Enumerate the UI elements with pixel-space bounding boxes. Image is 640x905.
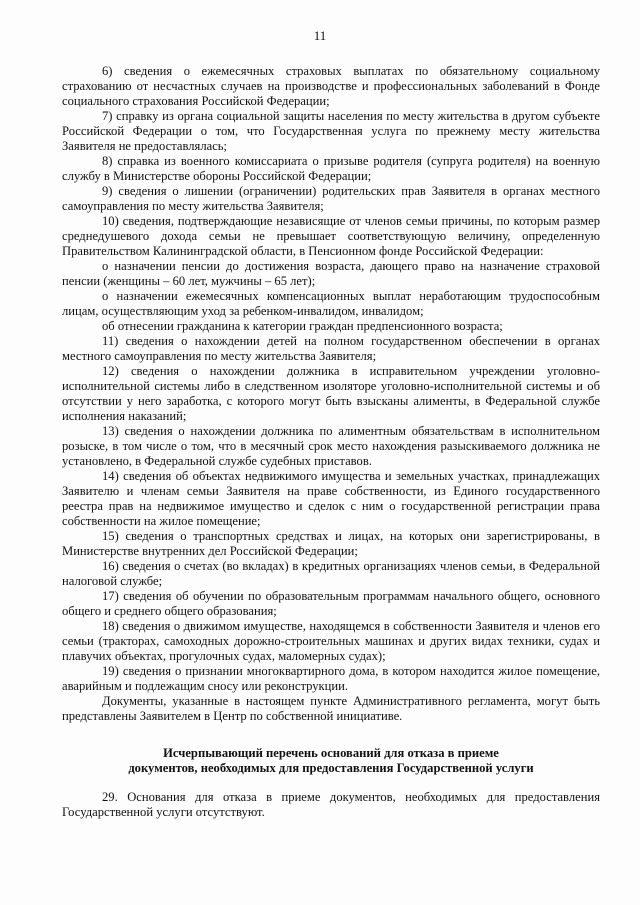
section-heading-line-2: документов, необходимых для предоставления Государственной услуги [128,761,534,775]
paragraph-item-14: 14) сведения об объектах недвижимого имущества и земельных участках, принадлежащих Заявителю и членам семьи Заявителя на праве собственности, из Единого государственного реестра прав на недвижимое имущество и сделок с ним о государственной регистрации права собственности на жилое помещение; [62,469,600,528]
paragraph-item-29: 29. Основания для отказа в приеме документов, необходимых для предоставления Государственной услуги отсутствуют. [62,790,600,819]
section-heading [62,746,600,776]
paragraph-pension-age: о назначении пенсии до достижения возраста, дающего право на назначение страховой пенсии (женщины – 60 лет, мужчины – 65 лет); [62,259,600,288]
paragraph-item-11: 11) сведения о нахождении детей на полном государственном обеспечении в органах местного самоуправления по месту жительства Заявителя; [62,334,600,363]
paragraph-item-18: 18) сведения о движимом имуществе, находящемся в собственности Заявителя и членов его семьи (тракторах, самоходных дорожно-строительных машинах и других видах техники, судах и плавучих объектах, прогулочных судах, маломерных судах); [62,619,600,663]
paragraph-item-6: 6) сведения о ежемесячных страховых выплатах по обязательному социальному страхованию от несчастных случаев на производстве и профессиональных заболеваний в Фонде социального страхования Российской Федерации; [62,64,600,108]
paragraph-pre-pension: об отнесении гражданина к категории граждан предпенсионного возраста; [102,319,503,333]
paragraph-item-12: 12) сведения о нахождении должника в исправительном учреждении уголовно-исполнительной системы либо в следственном изоляторе уголовно-исполнительной системы и об отсутствии у него заработка, с которого могут быть взысканы алименты, в Федеральной службе исполнения наказаний; [62,364,600,423]
document-body [62,64,600,820]
paragraph-documents-note: Документы, указанные в настоящем пункте Административного регламента, могут быть представлены Заявителем в Центр по собственной инициативе. [62,694,600,723]
section-heading-line-1: Исчерпывающий перечень оснований для отказа в приеме [163,746,499,760]
paragraph-item-17: 17) сведения об обучении по образовательным программам начального общего, основного общего и среднего общего образования; [62,589,600,618]
paragraph-compensation-payments: о назначении ежемесячных компенсационных выплат неработающим трудоспособным лицам, осуществляющим уход за ребенком-инвалидом, инвалидом; [62,289,600,318]
paragraph-item-9: 9) сведения о лишении (ограничении) родительских прав Заявителя в органах местного самоуправления по месту жительства Заявителя; [62,184,600,213]
paragraph-item-15: 15) сведения о транспортных средствах и лицах, на которых они зарегистрированы, в Министерстве внутренних дел Российской Федерации; [62,529,600,558]
page-number: 11 [313,28,327,43]
paragraph-item-10: 10) сведения, подтверждающие независящие от членов семьи причины, по которым размер среднедушевого дохода семьи не превышает соответствующую величину, определенную Правительством Калининградской области, в Пенсионном фонде Российской Федерации: [62,214,600,258]
paragraph-item-16: 16) сведения о счетах (во вкладах) в кредитных организациях членов семьи, в Федеральной налоговой службе; [62,559,600,588]
paragraph-item-7: 7) справку из органа социальной защиты населения по месту жительства в другом субъекте Российской Федерации о том, что Государственная услуга по прежнему месту жительства Заявителя не предоставлялась; [62,109,600,153]
paragraph-item-8: 8) справка из военного комиссариата о призыве родителя (супруга родителя) на военную службу в Министерстве обороны Российской Федерации; [62,154,600,183]
paragraph-item-13: 13) сведения о нахождении должника по алиментным обязательствам в исполнительном розыске, в том числе о том, что в месячный срок место нахождения разыскиваемого должника не установлено, в Федеральной службе судебных приставов. [62,424,600,468]
paragraph-item-19: 19) сведения о признании многоквартирного дома, в котором находится жилое помещение, аварийным и подлежащим сносу или реконструкции. [62,664,600,693]
